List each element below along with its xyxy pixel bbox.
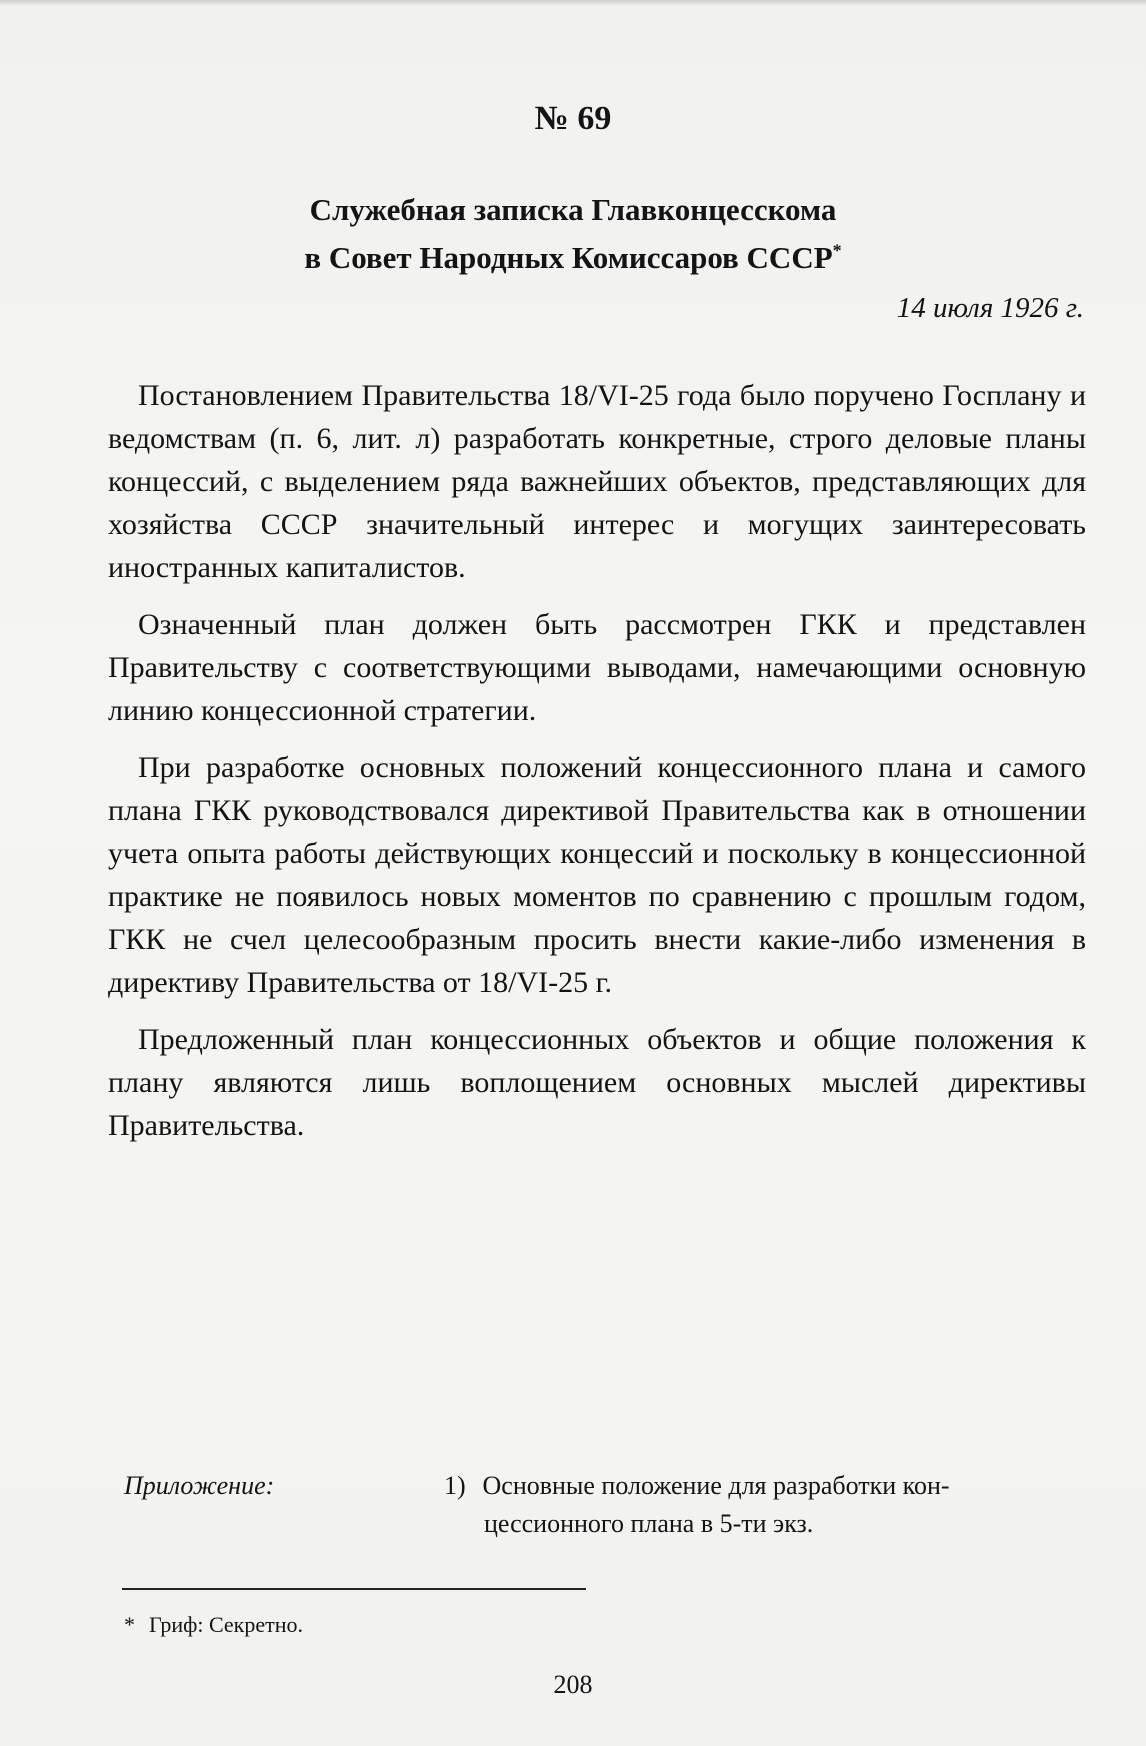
paragraph-3: При разработке основных положений концессионного плана и самого плана ГКК руководствовался директивой Правительства как в отношении учета опыта работы действующих концессий и поскольку в концессионной практике не появилось новых моментов по сравнению с прошлым годом, ГКК не счел целесообразным просить внести какие-либо изменения в директиву Правительства от 18/VI-25 г. bbox=[108, 751, 1086, 999]
title-line-1: Служебная записка Главконцесскома bbox=[309, 192, 837, 227]
document-date: 14 июля 1926 г. bbox=[896, 292, 1084, 324]
page-top-edge bbox=[0, 0, 1146, 6]
appendix-item-number: 1) bbox=[444, 1471, 466, 1500]
document-body bbox=[108, 374, 1086, 1161]
document-title bbox=[0, 186, 1146, 282]
document-number: № 69 bbox=[534, 100, 612, 137]
appendix-label: Приложение: bbox=[124, 1471, 275, 1500]
title-line-2: в Совет Народных Комиссаров СССР bbox=[304, 240, 833, 275]
appendix-item-line-1: Основные положение для разработки кон- bbox=[482, 1471, 950, 1500]
appendix-item bbox=[444, 1467, 1086, 1543]
title-line-2-wrapper bbox=[0, 234, 1146, 282]
title-footnote-mark: * bbox=[832, 240, 842, 261]
footnote-mark: * bbox=[124, 1612, 135, 1637]
paragraph-4: Предложенный план концессионных объектов и общие положения к плану являются лишь воплощением основных мыслей директивы Правительства. bbox=[108, 1023, 1086, 1142]
appendix-item-line-2: цессионного плана в 5-ти экз. bbox=[484, 1509, 814, 1538]
footnote bbox=[124, 1612, 303, 1638]
paragraph-1: Постановлением Правительства 18/VI-25 года было поручено Госплану и ведомствам (п. 6, лит. л) разработать конкретные, строго деловые планы концессий, с выделением ряда важнейших объектов, представляющих для хозяйства СССР значительный интерес и могущих заинтересовать иностранных капиталистов. bbox=[108, 379, 1086, 584]
footnote-text: Гриф: Секретно. bbox=[149, 1612, 304, 1637]
page-number: 208 bbox=[553, 1670, 593, 1699]
footnote-divider bbox=[122, 1588, 586, 1590]
paragraph-2: Означенный план должен быть рассмотрен ГКК и представлен Правительству с соответствующими выводами, намечающими основную линию концессионной стратегии. bbox=[108, 608, 1086, 727]
